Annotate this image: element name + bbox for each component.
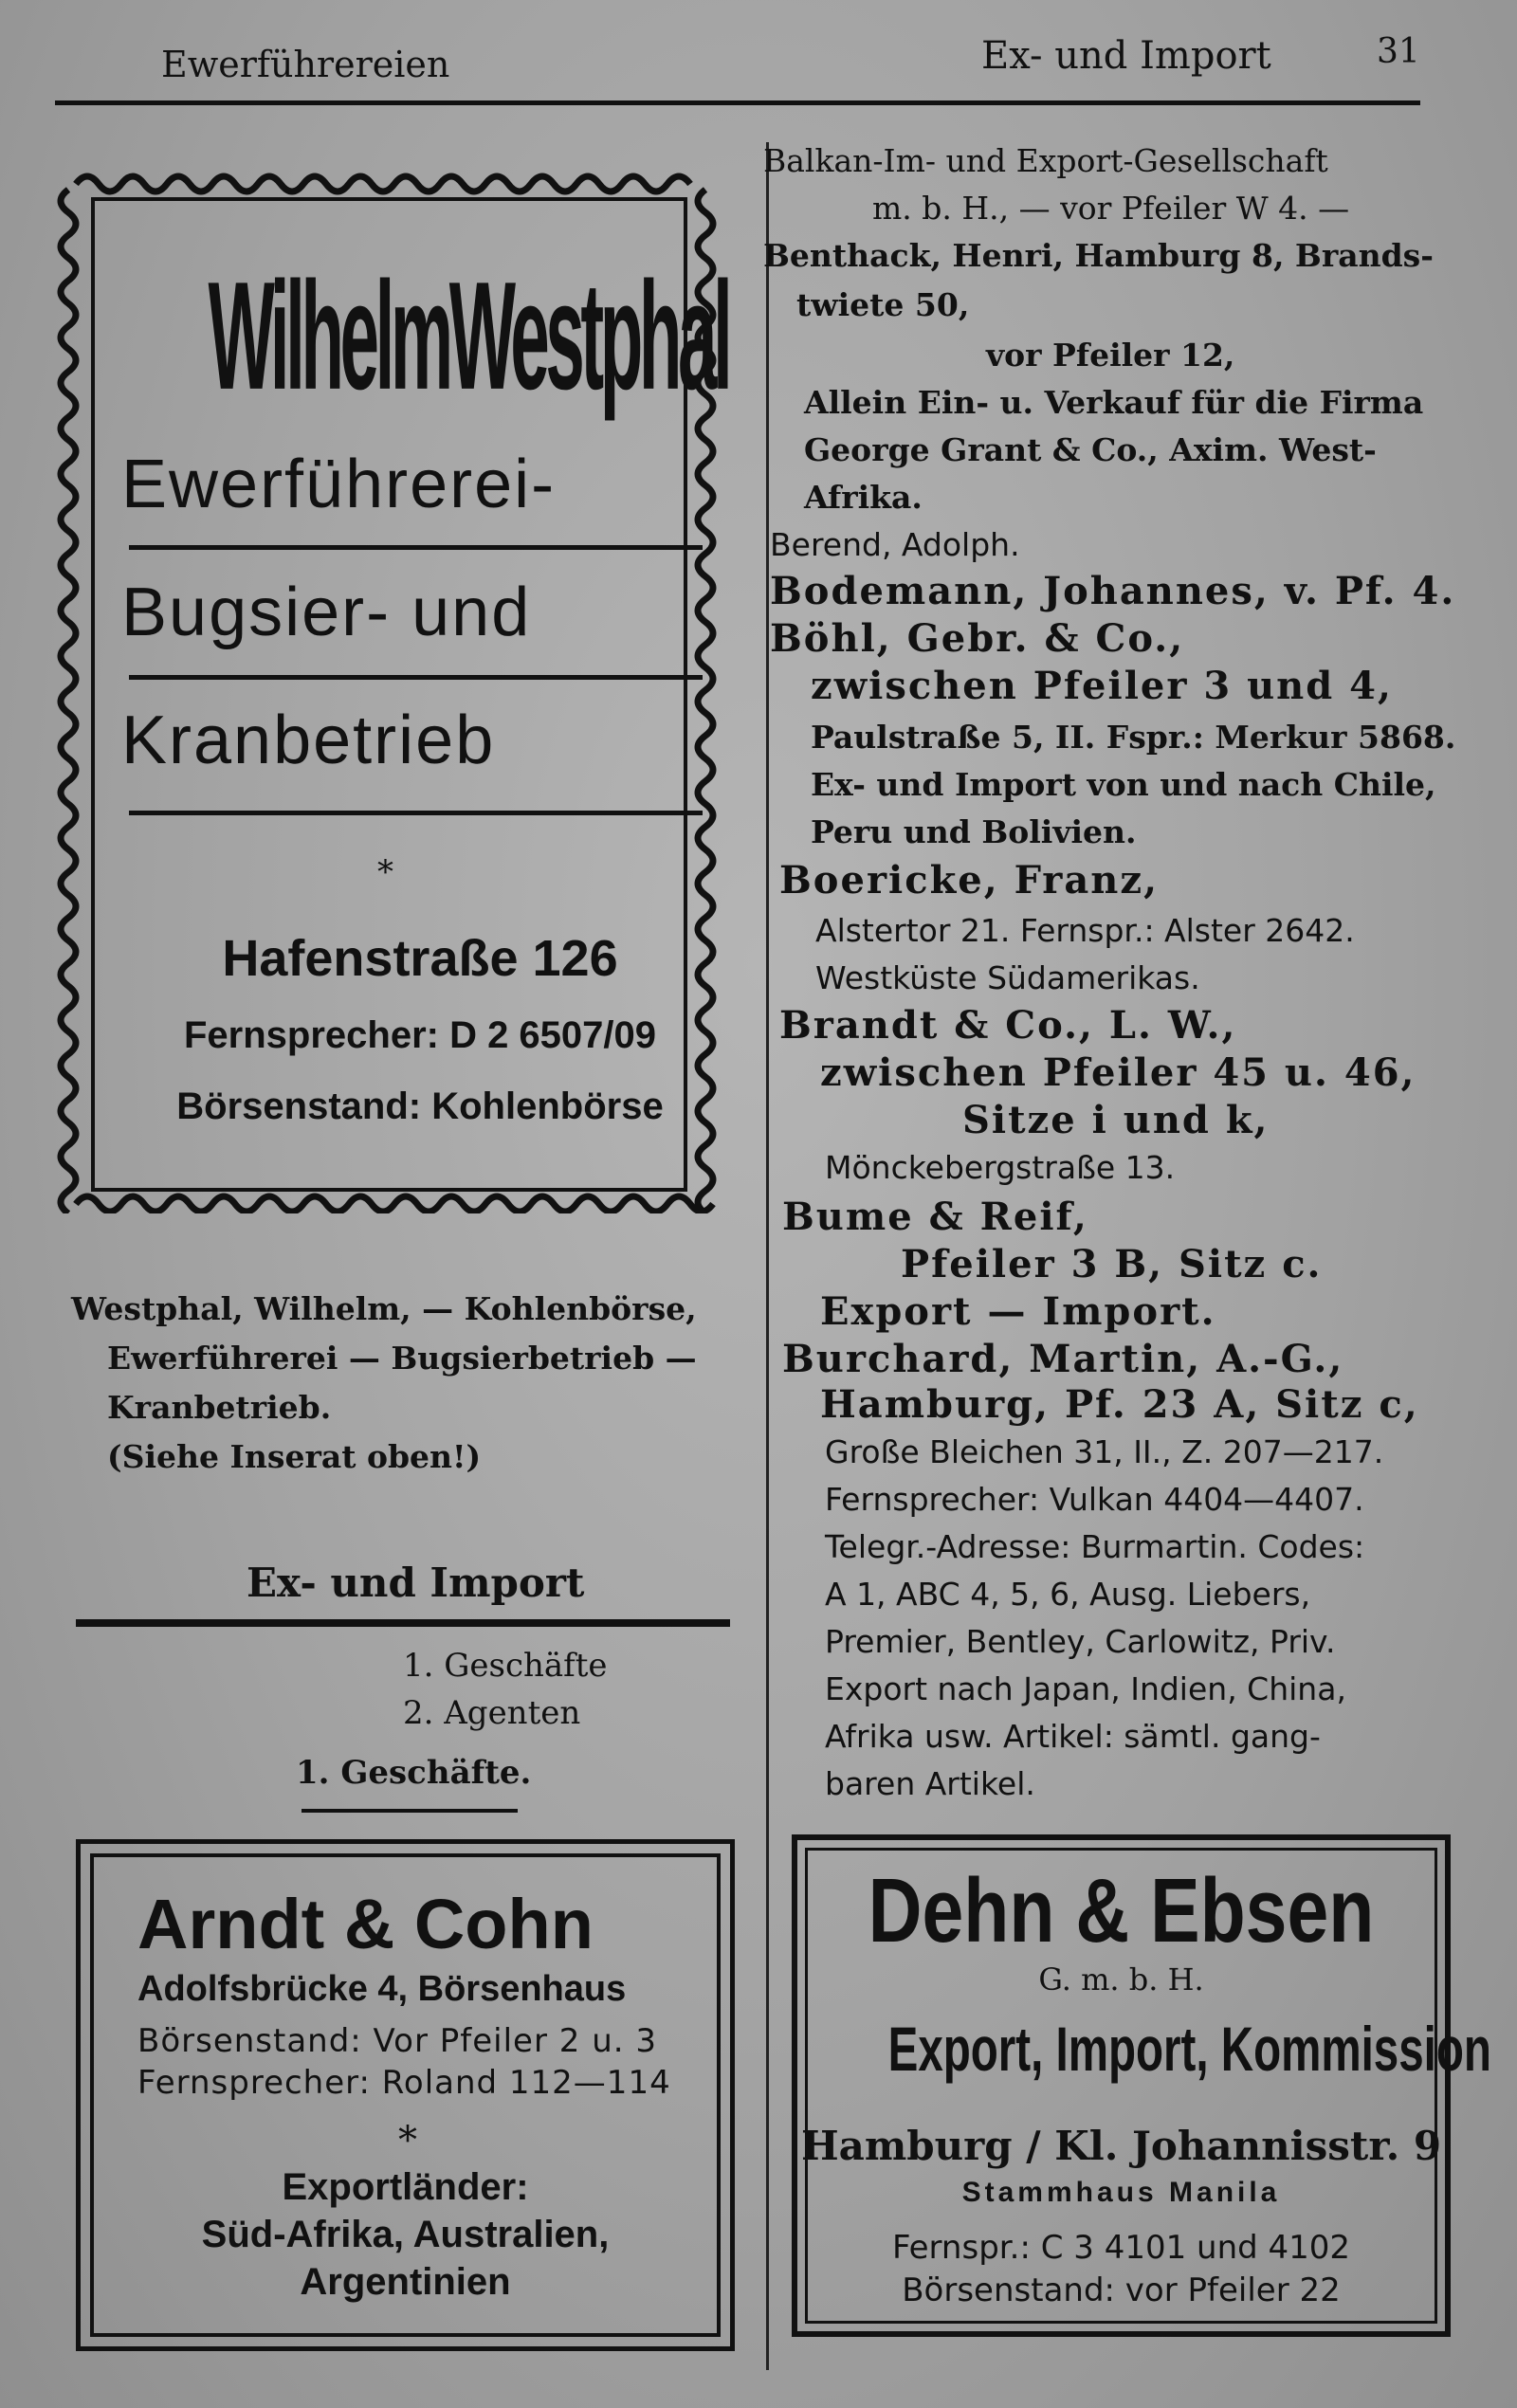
- page-header: [0, 27, 1517, 102]
- header-rule: [55, 100, 1420, 105]
- entry-line: Fernsprecher: Vulkan 4404—4407.: [825, 1481, 1364, 1518]
- star-ornament: *: [398, 2119, 417, 2162]
- entry-line: twiete 50,: [796, 286, 970, 323]
- entry-line: Pfeiler 3 B, Sitz c.: [901, 1242, 1323, 1286]
- ad-westphal-phone: Fernsprecher: D 2 6507/09: [183, 1014, 657, 1056]
- entry-line: Brandt & Co., L. W.,: [779, 1003, 1237, 1048]
- ad-westphal: [55, 161, 729, 1213]
- entry-line: Ex- und Import von und nach Chile,: [811, 766, 1436, 803]
- ad-westphal-address: Hafenstraße 126: [222, 930, 618, 987]
- ad-westphal-exchange: Börsenstand: Kohlenbörse: [176, 1085, 664, 1127]
- ad-westphal-rule1: [129, 545, 703, 550]
- header-center: Ex- und Import: [981, 34, 1271, 78]
- entry-line: vor Pfeiler 12,: [986, 337, 1235, 374]
- entry-line: Westphal, Wilhelm, — Kohlenbörse,: [71, 1290, 697, 1327]
- entry-line: Allein Ein- u. Verkauf für die Firma: [804, 384, 1424, 421]
- entry-line: A 1, ABC 4, 5, 6, Ausg. Liebers,: [825, 1576, 1311, 1613]
- entry-westphal: [71, 1285, 735, 1482]
- entry-line: Große Bleichen 31, II., Z. 207—217.: [825, 1433, 1384, 1470]
- ad-arndt-export-line2: Argentinien: [300, 2261, 511, 2303]
- entry-line: Böhl, Gebr. & Co.,: [770, 616, 1185, 661]
- toc-item: 1. Geschäfte: [403, 1647, 608, 1685]
- entry-line: Afrika.: [804, 479, 923, 516]
- entry-line: Afrika usw. Artikel: sämtl. gang-: [825, 1718, 1321, 1755]
- entry-line: Bodemann, Johannes, v. Pf. 4.: [770, 569, 1456, 613]
- entry-line: Berend, Adolph.: [770, 526, 1020, 563]
- ad-arndt-export-title: Exportländer:: [282, 2166, 529, 2208]
- section-title: Ex- und Import: [247, 1560, 585, 1606]
- ad-westphal-line2: Bugsier- und: [121, 575, 532, 650]
- column-divider: [766, 142, 769, 2370]
- entry-line: Paulstraße 5, II. Fspr.: Merkur 5868.: [811, 719, 1456, 756]
- entry-line: zwischen Pfeiler 45 u. 46,: [820, 1050, 1416, 1095]
- entry-line: George Grant & Co., Axim. West-: [804, 431, 1377, 468]
- page-number: 31: [1377, 32, 1420, 71]
- entry-line: Mönckebergstraße 13.: [825, 1149, 1176, 1186]
- entry-line: Burchard, Martin, A.-G.,: [782, 1337, 1344, 1381]
- ad-arndt-export-line1: Süd-Afrika, Australien,: [201, 2214, 610, 2255]
- entry-line: Westküste Südamerikas.: [815, 959, 1200, 996]
- ad-dehn-business: Export, Import, Kommission: [887, 2014, 1491, 2084]
- ad-dehn-ebsen: [792, 1834, 1491, 2337]
- ad-arndt-address: Adolfsbrücke 4, Börsenhaus: [137, 1969, 627, 2009]
- star-ornament: *: [377, 853, 393, 891]
- ad-dehn-name: Dehn & Ebsen: [868, 1860, 1375, 1961]
- ad-westphal-rule2: [129, 675, 703, 680]
- entry-line: Boericke, Franz,: [779, 858, 1159, 903]
- entry-line: Kranbetrieb.: [107, 1389, 332, 1426]
- subsection-rule: [302, 1809, 518, 1813]
- ad-westphal-name: WilhelmWestphal: [208, 250, 729, 422]
- entry-line: Bume & Reif,: [782, 1195, 1088, 1239]
- section-toc: [403, 1642, 608, 1737]
- ad-dehn-phone: Fernspr.: C 3 4101 und 4102: [891, 2229, 1351, 2267]
- entry-line: Hamburg, Pf. 23 A, Sitz c,: [820, 1382, 1419, 1427]
- ad-arndt-exchange: Börsenstand: Vor Pfeiler 2 u. 3: [137, 2022, 657, 2060]
- toc-item: 2. Agenten: [403, 1694, 581, 1732]
- entry-line: Peru und Bolivien.: [811, 813, 1137, 850]
- entry-line: Premier, Bentley, Carlowitz, Priv.: [825, 1623, 1336, 1660]
- entry-line: zwischen Pfeiler 3 und 4,: [811, 664, 1393, 708]
- entry-line: Balkan-Im- und Export-Gesellschaft: [763, 142, 1328, 179]
- ad-dehn-legal: G. m. b. H.: [1038, 1961, 1204, 1998]
- entry-line: Telegr.-Adresse: Burmartin. Codes:: [825, 1528, 1365, 1565]
- header-left: Ewerführereien: [161, 44, 450, 85]
- ad-dehn-exchange: Börsenstand: vor Pfeiler 22: [902, 2271, 1341, 2309]
- entry-line: Benthack, Henri, Hamburg 8, Brands-: [763, 237, 1434, 274]
- subsection-title: 1. Geschäfte.: [296, 1754, 532, 1792]
- ad-arndt-cohn: [76, 1839, 735, 2351]
- entry-line: (Siehe Inserat oben!): [107, 1438, 482, 1475]
- ad-dehn-stammhaus: Stammhaus Manila: [961, 2177, 1281, 2208]
- entry-line: Sitze i und k,: [962, 1098, 1270, 1142]
- section-rule: [76, 1619, 730, 1627]
- ad-arndt-phone: Fernsprecher: Roland 112—114: [137, 2064, 671, 2102]
- entry-line: m. b. H., — vor Pfeiler W 4. —: [872, 190, 1350, 227]
- ad-westphal-rule3: [129, 811, 703, 815]
- entry-line: Alstertor 21. Fernspr.: Alster 2642.: [815, 912, 1355, 949]
- ad-westphal-line1: Ewerführerei-: [121, 447, 557, 522]
- entry-line: Ewerführerei — Bugsierbetrieb —: [107, 1340, 697, 1377]
- entry-line: baren Artikel.: [825, 1765, 1035, 1802]
- ad-westphal-line3: Kranbetrieb: [121, 702, 496, 778]
- ad-arndt-name: Arndt & Cohn: [137, 1885, 594, 1963]
- ad-dehn-address: Hamburg / Kl. Johannisstr. 9: [800, 2123, 1442, 2169]
- entry-line: Export nach Japan, Indien, China,: [825, 1670, 1346, 1707]
- entry-line: Export — Import.: [820, 1289, 1216, 1334]
